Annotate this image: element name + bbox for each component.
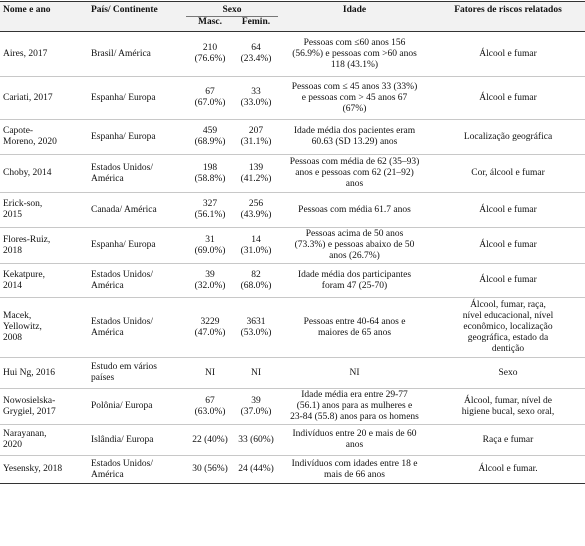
- cell-age: Idade média era entre 29-77 (56.1) anos para as mulheres e 23-84 (55.8) anos para os homens: [290, 390, 419, 422]
- cell-age: Pessoas acima de 50 anos (73.3%) e pessoas abaixo de 50 anos (26.7%): [294, 229, 415, 261]
- cell-risk: Álcool e fumar: [479, 240, 537, 250]
- table-row: [0, 228, 585, 264]
- cell-name: Narayanan, 2020: [3, 429, 47, 450]
- cell-age: Pessoas com média de 62 (35–93) anos e pessoas com 62 (21–92) anos: [289, 157, 420, 189]
- cell-age: NI: [349, 367, 360, 378]
- cell-age: Pessoas com média 61.7 anos: [298, 204, 411, 215]
- cell-male: 22 (40%): [192, 434, 228, 445]
- table-row: [0, 120, 585, 155]
- cell-male: 459 (68.9%): [194, 126, 226, 147]
- cell-female: 39 (37.0%): [240, 395, 272, 417]
- cell-female: NI: [250, 367, 262, 378]
- cell-name: Capote- Moreno, 2020: [3, 126, 57, 147]
- cell-country: Estados Unidos/ América: [91, 316, 154, 338]
- cell-female: 33 (33.0%): [240, 87, 272, 108]
- header-risk: Fatores de riscos relatados: [431, 2, 585, 32]
- cell-male: 3229 (47.0%): [194, 316, 226, 338]
- cell-female: 256 (43.9%): [240, 199, 272, 220]
- cell-risk: Álcool e fumar: [479, 275, 537, 285]
- cell-country: Brasil/ América: [91, 48, 151, 59]
- table-header: [0, 2, 585, 32]
- cell-risk: Álcool e fumar: [479, 204, 537, 215]
- cell-name: Nowosielska- Grygiel, 2017: [3, 395, 56, 417]
- cell-name: Hui Ng, 2016: [3, 367, 55, 378]
- cell-country: Espanha/ Europa: [91, 92, 156, 103]
- cell-male: 327 (56.1%): [194, 199, 226, 220]
- cell-risk: Raça e fumar: [482, 434, 534, 445]
- cell-male: 198 (58.8%): [194, 162, 226, 184]
- header-age: Idade: [278, 2, 431, 32]
- header-country: País/ Continente: [88, 2, 186, 32]
- table-row: [0, 358, 585, 389]
- cell-risk: Sexo: [498, 367, 518, 378]
- cell-female: 207 (31.1%): [240, 126, 272, 147]
- cell-name: Yesensky, 2018: [3, 464, 63, 474]
- cell-country: Estados Unidos/ América: [91, 162, 154, 184]
- table-row: [0, 155, 585, 193]
- cell-male: NI: [204, 367, 216, 378]
- table-row: [0, 456, 585, 484]
- cell-risk: Álcool e fumar.: [478, 464, 538, 474]
- cell-name: Kekatpure, 2014: [3, 269, 45, 291]
- header-female: Femin.: [234, 17, 278, 32]
- cell-country: Canada/ América: [91, 204, 157, 215]
- cell-age: Pessoas entre 40-64 anos e maiores de 65 anos: [303, 316, 406, 338]
- cell-male: 210 (76.6%): [194, 43, 226, 64]
- header-male: Masc.: [186, 17, 234, 32]
- table-row: [0, 32, 585, 77]
- cell-male: 67 (63.0%): [194, 395, 226, 417]
- cell-country: Estados Unidos/ América: [91, 458, 154, 480]
- cell-female: 33 (60%): [238, 434, 274, 445]
- cell-male: 67 (67.0%): [194, 87, 226, 108]
- cell-country: Estudo em vários países: [91, 362, 157, 383]
- studies-table: [0, 1, 585, 484]
- table-body: [0, 32, 585, 484]
- cell-country: Polônia/ Europa: [91, 401, 153, 411]
- table-row: [0, 389, 585, 425]
- table-row: [0, 77, 585, 120]
- cell-risk: Álcool, fumar, raça, nível educacional, nível econômico, localização geográfica, estado da dentição: [462, 300, 554, 354]
- cell-risk: Localização geográfica: [463, 131, 553, 142]
- cell-name: Aires, 2017: [3, 48, 48, 59]
- cell-age: Idade média dos pacientes eram 60.63 (SD 13.29) anos: [293, 126, 416, 147]
- cell-name: Cariati, 2017: [3, 92, 53, 103]
- header-sex: Sexo: [186, 2, 278, 17]
- cell-age: Pessoas com ≤60 anos 156 (56.9%) e pessoas com >60 anos 118 (43.1%): [292, 37, 417, 70]
- table-row: [0, 298, 585, 358]
- cell-female: 64 (23.4%): [240, 43, 272, 64]
- cell-female: 24 (44%): [238, 464, 274, 474]
- table-row: [0, 193, 585, 228]
- cell-risk: Álcool e fumar: [479, 48, 537, 59]
- cell-country: Estados Unidos/ América: [91, 269, 154, 291]
- cell-risk: Cor, álcool e fumar: [471, 168, 545, 178]
- cell-female: 14 (31.0%): [240, 234, 272, 256]
- cell-age: Indivíduos com idades entre 18 e mais de 66 anos: [291, 458, 418, 480]
- cell-male: 30 (56%): [192, 464, 228, 474]
- table-row: [0, 264, 585, 298]
- cell-country: Islândia/ Europa: [91, 434, 154, 445]
- cell-country: Espanha/ Europa: [91, 240, 156, 250]
- cell-age: Indivíduos entre 20 e mais de 60 anos: [292, 429, 417, 450]
- header-name: Nome e ano: [0, 2, 88, 32]
- cell-name: Macek, Yellowitz, 2008: [3, 311, 42, 343]
- cell-female: 3631 (53.0%): [240, 316, 272, 338]
- cell-age: Idade média dos participantes foram 47 (25-70): [297, 269, 412, 291]
- cell-risk: Álcool e fumar: [479, 92, 537, 103]
- table-row: [0, 425, 585, 456]
- cell-country: Espanha/ Europa: [91, 131, 156, 142]
- cell-name: Flores-Ruiz, 2018: [3, 234, 51, 256]
- cell-name: Erick-son, 2015: [3, 199, 43, 220]
- cell-age: Pessoas com ≤ 45 anos 33 (33%) e pessoas com > 45 anos 67 (67%): [291, 81, 418, 114]
- cell-female: 82 (68.0%): [240, 269, 272, 291]
- cell-male: 31 (69.0%): [194, 234, 226, 256]
- cell-male: 39 (32.0%): [194, 269, 226, 291]
- cell-female: 139 (41.2%): [240, 162, 272, 184]
- cell-name: Choby, 2014: [3, 168, 52, 178]
- cell-risk: Álcool, fumar, nível de higiene bucal, sexo oral,: [461, 395, 555, 417]
